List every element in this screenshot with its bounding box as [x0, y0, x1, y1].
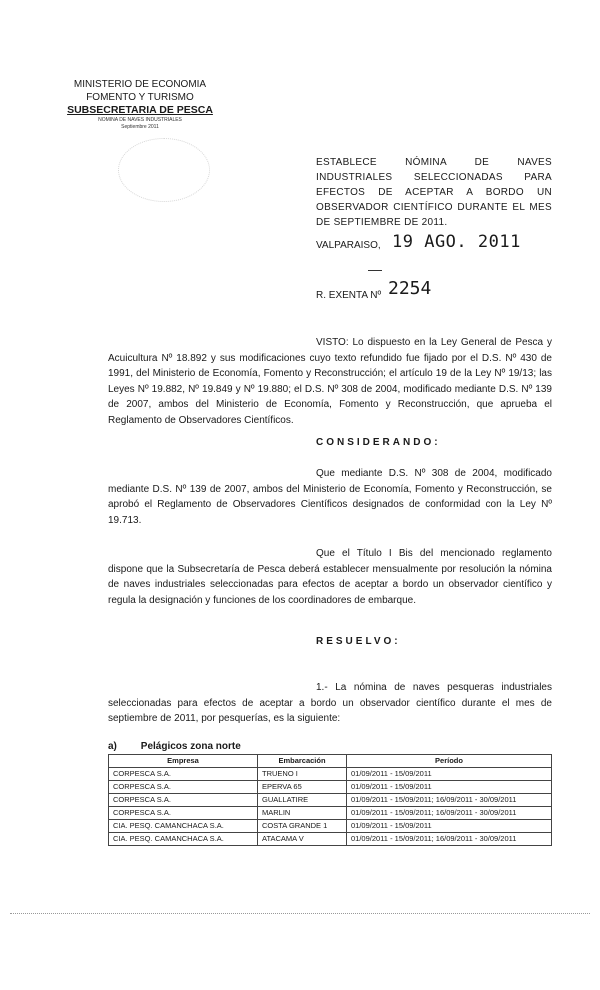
table-header-row: [109, 755, 552, 768]
cell-periodo: 01/09/2011 - 15/09/2011: [347, 781, 552, 794]
cell-periodo: 01/09/2011 - 15/09/2011; 16/09/2011 - 30/09/2011: [347, 807, 552, 820]
table-row: [109, 833, 552, 846]
visto-paragraph: VISTO: Lo dispuesto en la Ley General de Pesca y Acuicultura Nº 18.892 y sus modificaciones cuyo texto refundido fue fijado por el D.S. Nº 430 de 1991, del Ministerio de Economía, Fomento y Reconstrucción; el artículo 19 de la Ley Nº 19/13; las Leyes Nº 19.882, Nº 19.849 y Nº 19.880; el D.S. Nº 308 de 2004, modificado mediante D.S. Nº 139 de 2007, ambos del Ministerio de Economía, Fomento y Reconstrucción, que aprueba el Reglamento de Observadores Científicos.: [108, 337, 552, 426]
cell-empresa: CORPESCA S.A.: [109, 768, 258, 781]
column-header-empresa: Empresa: [109, 755, 258, 768]
table-row: [109, 820, 552, 833]
vessel-table: [108, 754, 552, 846]
cell-embarcacion: ATACAMA V: [258, 833, 347, 846]
considerando-paragraph-1: Que mediante D.S. Nº 308 de 2004, modificado mediante D.S. Nº 139 de 2007, ambos del Ministerio de Economía, Fomento y Reconstrucción, se aprobó el Reglamento de Observadores Científicos designados de conformidad con la Ley Nº 19.713.: [108, 468, 552, 526]
resuelvo-heading: RESUELVO:: [316, 636, 401, 647]
header-note-date: Septiembre 2011: [121, 124, 159, 130]
header-note: NOMINA DE NAVES INDUSTRIALES: [98, 117, 182, 123]
cell-embarcacion: EPERVA 65: [258, 781, 347, 794]
scan-artifact-line: [10, 913, 590, 914]
considerando-heading: CONSIDERANDO:: [316, 437, 441, 448]
ministry-name: MINISTERIO DE ECONOMIA: [73, 79, 207, 90]
ministry-header: [60, 78, 220, 131]
cell-empresa: CIA. PESQ. CAMANCHACA S.A.: [109, 833, 258, 846]
cell-embarcacion: MARLIN: [258, 807, 347, 820]
table-row: [109, 794, 552, 807]
stamped-date: 19 AGO. 2011: [392, 232, 521, 252]
resolution-title: ESTABLECE NÓMINA DE NAVES INDUSTRIALES SELECCIONADAS PARA EFECTOS DE ACEPTAR A BORDO UN OBSERVADOR CIENTÍFICO DURANTE EL MES DE SEPTIEMBRE DE 2011.: [316, 157, 552, 228]
table-row: [109, 768, 552, 781]
faded-stamp: [118, 138, 210, 202]
cell-embarcacion: GUALLATIRE: [258, 794, 347, 807]
ministry-subname: FOMENTO Y TURISMO: [86, 92, 194, 103]
cell-empresa: CORPESCA S.A.: [109, 794, 258, 807]
rexenta-label: R. EXENTA Nº: [316, 290, 382, 301]
column-header-periodo: Período: [347, 755, 552, 768]
table-row: [109, 781, 552, 794]
number-dash: [368, 270, 382, 271]
considerando-paragraph-2: Que el Título I Bis del mencionado reglamento dispone que la Subsecretaría de Pesca deberá establecer mensualmente por resolución la nómina de naves industriales seleccionadas para efectos de aceptar a bordo un observador científico y regula la designación y funciones de los coordinadores de embarque.: [108, 548, 552, 606]
cell-embarcacion: TRUENO I: [258, 768, 347, 781]
resuelvo-paragraph-1: 1.- La nómina de naves pesqueras industriales seleccionadas para efectos de aceptar a bordo un observador científico durante el mes de septiembre de 2011, por pesquerías, es la siguiente:: [108, 682, 552, 724]
section-label: a): [108, 741, 117, 752]
cell-periodo: 01/09/2011 - 15/09/2011; 16/09/2011 - 30/09/2011: [347, 833, 552, 846]
cell-empresa: CORPESCA S.A.: [109, 807, 258, 820]
section-heading: [108, 741, 241, 752]
place-label: VALPARAISO,: [316, 240, 381, 251]
rexenta-number: 2254: [388, 278, 432, 299]
cell-empresa: CORPESCA S.A.: [109, 781, 258, 794]
cell-empresa: CIA. PESQ. CAMANCHACA S.A.: [109, 820, 258, 833]
cell-periodo: 01/09/2011 - 15/09/2011: [347, 768, 552, 781]
cell-periodo: 01/09/2011 - 15/09/2011; 16/09/2011 - 30/09/2011: [347, 794, 552, 807]
table-row: [109, 807, 552, 820]
subsecretaria-name: SUBSECRETARIA DE PESCA: [67, 104, 213, 116]
section-title: Pelágicos zona norte: [140, 741, 241, 752]
cell-embarcacion: COSTA GRANDE 1: [258, 820, 347, 833]
cell-periodo: 01/09/2011 - 15/09/2011: [347, 820, 552, 833]
column-header-embarcacion: Embarcación: [258, 755, 347, 768]
